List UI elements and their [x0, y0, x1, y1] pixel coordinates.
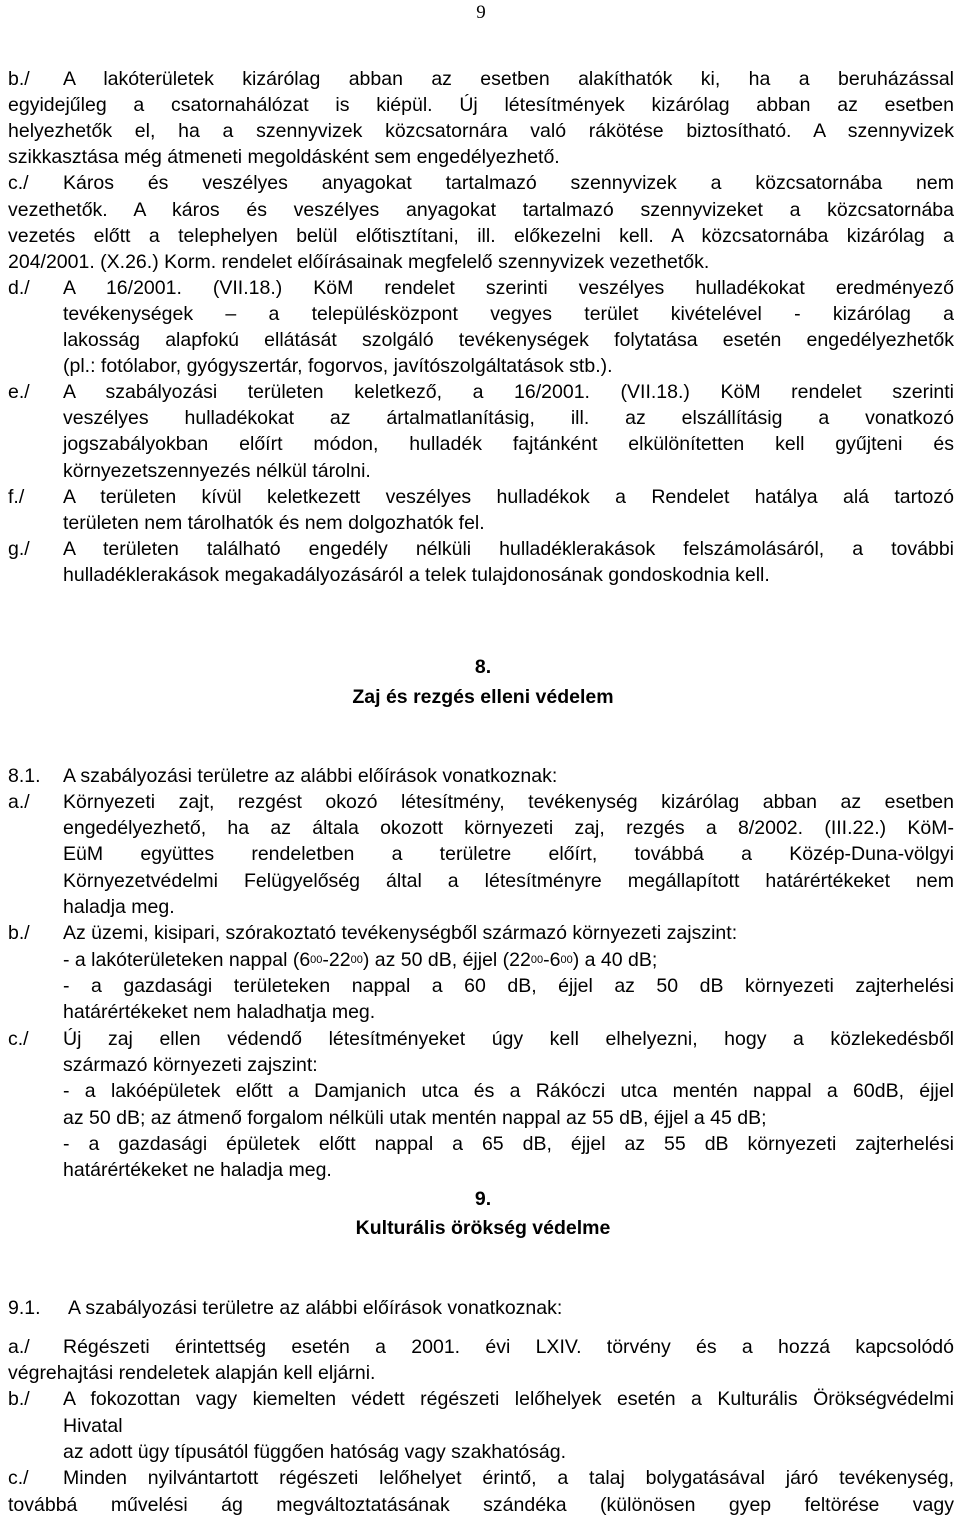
clause-text: egyidejűleg a csatornahálózat is kiépül. Új létesítmények kizárólag abban az esetben — [8, 94, 954, 117]
clause-label: d./ — [8, 276, 30, 299]
section-8-1-intro — [0, 763, 960, 789]
text-line — [0, 973, 960, 999]
text-line — [0, 458, 960, 484]
clause-text: lakosság alapfokú ellátását szolgáló tevékenységek folytatása esetén engedélyezhetők — [63, 329, 954, 351]
text-line — [0, 510, 960, 536]
clause-text: 204/2001. (X.26.) Korm. rendelet előírásainak megfelelő szennyvizek vezethetők. — [8, 250, 710, 273]
clause-label: a./ — [8, 1336, 30, 1358]
text-line — [0, 1360, 960, 1386]
text-line — [0, 1052, 960, 1078]
text-line — [0, 920, 960, 946]
text-line — [0, 1334, 960, 1360]
clause-text: vezetés előtt a telephelyen belül előtisztítani, ill. előkezelni kell. A közcsatornába kizárólag a — [8, 224, 954, 247]
clause-text: A fokozottan vagy kiemelten védett régészeti lelőhelyek esetén a Kulturális Örökségvédelmi — [63, 1388, 954, 1411]
clause-label: 9.1. — [8, 1297, 41, 1319]
text-line — [0, 249, 960, 275]
clause-text: az adott ügy típusától függően hatóság vagy szakhatóság. — [63, 1440, 567, 1463]
clause-label: c./ — [8, 172, 29, 195]
text-line — [0, 275, 960, 301]
clause-text: végrehajtási rendeletek alapján kell eljárni. — [8, 1362, 376, 1385]
text-line — [0, 868, 960, 894]
section-9-1-intro — [0, 1295, 960, 1321]
section-9-heading: Kulturális örökség védelme — [355, 1217, 611, 1239]
clause-label: b./ — [8, 68, 30, 90]
clause-text: Környezetvédelmi Felügyelőség által a létesítményre megállapított határértékeket nem — [63, 869, 954, 892]
text-line — [0, 562, 960, 588]
text-line — [0, 484, 960, 510]
clause-text: környezetszennyezés nélkül tárolni. — [63, 459, 371, 482]
clause-text: A szabályozási területre az alábbi előírások vonatkoznak: — [68, 1297, 563, 1319]
clause-text: - a gazdasági területeken nappal a 60 dB, éjjel az 50 dB környezeti zajterhelési — [63, 975, 954, 997]
clause-text: helyezhetők el, ha a szennyvizek közcsatornára való rákötése biztosítható. A szennyvizek — [8, 120, 954, 143]
text-line — [0, 815, 960, 841]
clause-label: a./ — [8, 791, 30, 813]
text-line — [0, 894, 960, 920]
clause-text: A lakóterületek kizárólag abban az esetben alakíthatók ki, ha a beruházással — [63, 68, 954, 90]
clause-text: A területen található engedély nélküli hulladéklerakások felszámolásáról, a további — [63, 537, 954, 560]
page-number: 9 — [476, 2, 486, 23]
clause-label: c./ — [8, 1467, 29, 1489]
text-line — [0, 118, 960, 144]
clause-text: az 50 dB; az átmenő forgalom nélküli utak mentén nappal az 55 dB, éjjel a 45 dB; — [63, 1106, 767, 1129]
clause-label: b./ — [8, 1388, 30, 1411]
section-8-number: 8. — [474, 656, 492, 678]
text-line — [0, 1465, 960, 1491]
text-line — [0, 405, 960, 431]
clause-text: Új zaj ellen védendő létesítményeket úgy kell elhelyezni, hogy a közlekedésből — [63, 1027, 954, 1050]
text-line — [0, 1131, 960, 1157]
text-line — [0, 1105, 960, 1131]
text-line — [0, 301, 960, 327]
clause-text: Minden nyilvántartott régészeti lelőhelyet érintő, a talaj bolygatásával járó tevékenység, — [63, 1467, 954, 1489]
clause-label: f./ — [8, 485, 25, 508]
clause-label: b./ — [8, 922, 30, 944]
text-line — [0, 1026, 960, 1052]
clause-text: vezethetők. A káros és veszélyes anyagokat tartalmazó szennyvizeket a közcsatornába — [8, 198, 954, 221]
section-8-heading: Zaj és rezgés elleni védelem — [352, 686, 614, 708]
clause-text: határértékeket nem haladhatja meg. — [63, 1001, 376, 1024]
text-line — [0, 1078, 960, 1104]
clause-text: haladja meg. — [63, 895, 175, 918]
text-line — [0, 197, 960, 223]
clause-label: g./ — [8, 537, 30, 560]
clause-text: tevékenységek – a településközpont vegyes terület kivételével - kizárólag a — [63, 302, 954, 325]
section-9-number: 9. — [474, 1188, 492, 1210]
text-line — [0, 379, 960, 405]
text-line — [0, 66, 960, 92]
text-line — [0, 144, 960, 170]
text-line — [0, 431, 960, 457]
text-line — [0, 92, 960, 118]
text-line — [0, 999, 960, 1025]
text-line — [0, 353, 960, 379]
clause-text: Az üzemi, kisipari, szórakoztató tevékenységből származó környezeti zajszint: — [63, 922, 738, 944]
clause-text: A szabályozási területre az alábbi előírások vonatkoznak: — [63, 765, 558, 787]
text-line — [0, 327, 960, 353]
continuation-line — [0, 1492, 960, 1518]
clause-text: Káros és veszélyes anyagokat tartalmazó szennyvizek a közcsatornába nem — [63, 172, 954, 195]
clause-text: A 16/2001. (VII.18.) KöM rendelet szerinti veszélyes hulladékokat eredményező — [63, 276, 954, 299]
text-line — [0, 1439, 960, 1465]
clause-text: hulladéklerakások megakadályozásáról a telek tulajdonosának gondoskodnia kell. — [63, 563, 770, 586]
clause-text: határértékeket ne haladja meg. — [63, 1159, 332, 1182]
text-line — [0, 1413, 960, 1439]
clause-label: 8.1. — [8, 765, 41, 787]
text-line — [0, 1157, 960, 1183]
text-line — [0, 170, 960, 196]
text-line — [0, 536, 960, 562]
clause-label: c./ — [8, 1027, 29, 1050]
clause-text: származó környezeti zajszint: — [63, 1053, 318, 1076]
clause-text: jogszabályokban előírt módon, hulladék fajtánként elkülönítetten kell gyűjteni és — [63, 433, 954, 456]
clause-text: engedélyezhető, ha az általa okozott környezeti zaj, rezgés a 8/2002. (III.22.) KöM- — [63, 817, 954, 840]
clause-text: Hivatal — [63, 1414, 123, 1437]
clause-text: - a gazdasági épületek előtt nappal a 65 dB, éjjel az 55 dB környezeti zajterhelési — [63, 1132, 954, 1155]
clause-text: területen nem tárolhatók és nem dolgozhatók fel. — [63, 511, 485, 534]
text-line — [0, 223, 960, 249]
clause-label: e./ — [8, 381, 30, 404]
clause-text: szikkasztása még átmeneti megoldásként sem engedélyezhető. — [8, 146, 560, 169]
text-line — [0, 789, 960, 815]
clause-text: Régészeti érintettség esetén a 2001. évi LXIV. törvény és a hozzá kapcsolódó — [63, 1336, 954, 1358]
text-line — [0, 1386, 960, 1412]
clause-text: veszélyes hulladékokat az ártalmatlanításig, ill. az elszállításig a vonatkozó — [63, 407, 954, 430]
clause-text: továbbá művelési ág megváltoztatásának szándéka (különösen gyep feltörése vagy — [8, 1494, 954, 1516]
clause-text: (pl.: fotólabor, gyógyszertár, fogorvos, javítószolgáltatások stb.). — [63, 355, 613, 378]
clause-text: Környezeti zajt, rezgést okozó létesítmény, tevékenység kizárólag abban az esetben — [63, 791, 954, 813]
clause-text: EüM együttes rendeletben a területre előírt, továbbá a Közép-Duna-völgyi — [63, 843, 954, 866]
text-line — [0, 841, 960, 867]
noise-limit-line: - a lakóterületeken nappal $(6^{00}-22^{00})$ az 50 dB, éjjel $(22^{00}-6^{00})$ a 40 dB; — [63, 949, 658, 971]
clause-text: - a lakóépületek előtt a Damjanich utca és a Rákóczi utca mentén nappal a 60dB, éjjel — [63, 1080, 954, 1103]
clause-text: A szabályozási területen keletkező, a 16/2001. (VII.18.) KöM rendelet szerinti — [63, 381, 954, 404]
clause-text: A területen kívül keletkezett veszélyes hulladékok a Rendelet hatálya alá tartozó — [63, 485, 954, 508]
